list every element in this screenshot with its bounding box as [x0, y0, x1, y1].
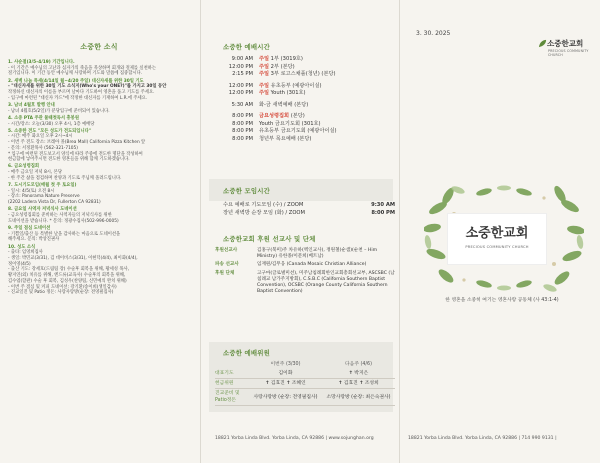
logo-subtitle: PRECIOUS COMMUNITY CHURCH	[548, 49, 589, 57]
schedule-row	[223, 113, 393, 121]
church-logo	[538, 38, 600, 57]
mission-row	[215, 262, 395, 268]
schedule-time: 8:00 PM	[232, 135, 253, 142]
news-heading: 7. 도시기도모임(매월 첫 주 토요일)	[8, 183, 77, 189]
schedule-name	[259, 90, 393, 98]
mission-label: 파송 선교사	[215, 262, 239, 268]
bulletin-date: 3. 30. 2025	[416, 30, 451, 37]
serve-title: 소중한 예배위원	[223, 349, 271, 357]
news-heading: 3. 남녀 4월호 발행 안내	[8, 102, 55, 108]
schedule-row	[223, 102, 393, 110]
news-line: - 진교일진 및 Patio 정돈: 사랑사랑방(순장: 전영필집사)	[8, 290, 114, 296]
schedule-detail: 2부 (본당)	[269, 63, 295, 70]
schedule-detail: 청년부 목요예배 (본당)	[259, 135, 312, 142]
meeting-row	[223, 202, 395, 210]
schedule-row	[223, 121, 393, 129]
mission-title: 소중한교회 후원 선교사 및 단체	[223, 235, 316, 243]
mission-label: 후원 단체	[215, 270, 235, 276]
schedule-day: 주일	[259, 56, 270, 62]
meeting-title: 소중한 모임시간	[223, 187, 271, 195]
schedule-row	[223, 71, 393, 79]
news-line: - 이번 주 전도 장소: 브레아 몰(Brea Mall) California Pizza Kitchen 앞	[8, 140, 146, 146]
serve-this-week: ✝ 김효진 ✝ 조혜인	[265, 381, 306, 386]
news-line: - 출산 기도: 강세호(드림팀 장) 수술후 회복을 위해, 황세성 목사,	[8, 267, 129, 273]
schedule-row	[223, 136, 393, 144]
cover-title: 소중한교회	[465, 226, 529, 241]
serve-role: 진교준비 및 Patio정돈	[215, 391, 240, 403]
serve-row	[215, 389, 395, 406]
schedule-row	[223, 56, 393, 64]
cover-title-box	[448, 214, 546, 264]
serve-header: 다음주 (4/6)	[345, 362, 372, 367]
schedule-detail: Youth (301호)	[269, 90, 306, 96]
schedule-name	[259, 121, 393, 129]
schedule-detail: 1부 (3019호)	[269, 56, 303, 62]
serve-next-week: 소망사랑방 (순장: 최은숙권사)	[326, 394, 391, 400]
schedule-time: 8:00 PM	[232, 120, 253, 127]
news-line: - 시간: 매주 화요일 오후 2시~4시	[8, 134, 73, 140]
serve-next-week: ✝ 김효진 ✝ 조성희	[338, 381, 379, 386]
news-heading: 4. 소중 PTA 주관 물때첫독서 흥봉원	[8, 115, 79, 121]
schedule-name	[259, 83, 393, 91]
schedule-detail: 화-금 새벽예배 (본당)	[259, 101, 309, 108]
mission-row	[215, 271, 395, 296]
news-list	[0, 60, 198, 296]
meeting-row	[223, 210, 395, 218]
news-heading: 9. 주일 점심 도네이션	[8, 225, 51, 231]
mission-label: 후원선교사	[215, 248, 238, 253]
news-heading: 10. 성도 소식	[8, 244, 36, 250]
schedule-time: 8:00 PM	[232, 113, 253, 119]
schedule-time: 9:00 AM	[231, 56, 253, 62]
logo-name: 소중한교회	[547, 39, 584, 48]
schedule-name	[259, 71, 393, 79]
schedule-row	[223, 64, 393, 72]
news-line: - 문의: 서정환목사 (562-321-7105)	[8, 145, 78, 151]
schedule-name	[259, 56, 393, 64]
news-line: 절기입니다. 이 기간 동안 예수님께 사랑하며 기도와 말씀에 집중합시다.	[8, 71, 143, 77]
serve-table	[215, 360, 395, 406]
news-heading: 5. 소중한 전도 "모든 성도가 전도되입니다"	[8, 128, 91, 134]
news-line: 황지연(외) 치유를 위해, 엔드류(교육사) 수술후의 회복을 위해,	[8, 273, 126, 279]
news-line: * 입구에 마련된 전도보고서 양식에 따라 주중에 전도한 명단을 작성하여	[8, 151, 143, 157]
serve-role: 대표기도	[215, 371, 234, 376]
news-heading: 8. 금요일 사역자 저녁식사 도네이션	[8, 207, 77, 213]
news-heading: 6. 금요성령집회	[8, 164, 40, 170]
mission-row	[215, 248, 395, 260]
mission-list	[215, 248, 395, 297]
news-line: - 한 주간 삶을 점검하며 찬양과 기도로 주님께 올려드립니다.	[8, 175, 122, 181]
worship-schedule-list	[223, 56, 393, 143]
news-line: - 금요성령집회를 준비하는 사역자들의 저녁식사를 위한	[8, 213, 112, 219]
schedule-day: 주일	[259, 82, 270, 89]
schedule-time: 5:30 AM	[231, 101, 253, 108]
schedule-detail: 유초등부 금요기도회 (예광아이실)	[259, 128, 337, 134]
schedule-row	[223, 90, 393, 98]
news-title: 소중한 소식	[80, 43, 118, 51]
schedule-name	[259, 64, 393, 72]
serve-this-week: 사랑사랑방 (순장: 전영필집사)	[253, 394, 318, 400]
serve-role: 헌금위원	[215, 381, 234, 386]
schedule-detail: (본당)	[289, 113, 305, 119]
news-line: - 입구에 마련된 "대신자 카드"에 작정한 대신자를 기재하여 L.R.에 주세요.	[8, 95, 148, 101]
news-line: 해주세요. 문의: 박상진권사	[8, 237, 60, 243]
meeting-list	[223, 202, 395, 217]
news-line: - 이번 주 점심 및 커피 도네이션: 강기환/송이희(생일감사)	[8, 284, 117, 290]
news-line: 정이영(4/5)	[8, 261, 31, 267]
schedule-time: 12:00 PM	[228, 82, 253, 89]
schedule-day: 주일	[259, 71, 270, 77]
schedule-detail: 유초등부 (예광아이실)	[269, 82, 322, 89]
news-line: - 출타: 임영희집사	[8, 250, 43, 256]
schedule-time: 2:15 PM	[232, 71, 253, 77]
schedule-row	[223, 128, 393, 136]
schedule-detail: 3부 로고스채플(청년) (본당)	[269, 71, 336, 77]
news-line: - 장소: Panorama Nature Preserve	[8, 194, 80, 200]
schedule-time: 12:00 PM	[228, 90, 253, 96]
news-heading: 2. 새벽 나눔 특새(4/14일 월~4/20 주일) 대신자새를 위한 30일 기도	[8, 78, 144, 84]
meeting-name: 수요 예배로 기도모임 (수) / ZOOM	[223, 202, 304, 208]
footer-address: 18821 Yorba Linda Blvd. Yorba Linda, CA 92886 | www.sojunghan.org	[215, 436, 374, 441]
schedule-name	[259, 128, 393, 136]
mission-value: 김홍구(북미)주 차유하(멕인교사), 정원철(순샘)(순천 – Him Ministry) 유한종/이문희(베트남)	[257, 248, 378, 260]
news-line: 김수엽(할관) 수술 후 회복, 김성우(찬양팀, 신민예의 완치 위해)	[8, 278, 127, 284]
schedule-name	[259, 113, 393, 121]
schedule-name	[259, 102, 393, 110]
news-line: - 생일: 박민교(3/31), 김 데이비스(3/31), 이현덕(4/4), 최이화(4/4),	[8, 256, 138, 261]
schedule-detail: Youth 금요기도회 (301호)	[259, 120, 321, 127]
cover-subtitle: PRECIOUS COMMUNITY CHURCH	[465, 245, 529, 249]
schedule-panel	[200, 0, 400, 463]
serve-this-week: 김이화	[278, 371, 293, 376]
leaf-logo-icon	[538, 39, 547, 48]
meeting-time: 8:00 PM	[371, 209, 395, 216]
serve-header: 이번주 (3/30)	[270, 362, 301, 367]
serve-header	[215, 360, 249, 369]
schedule-time: 12:00 PM	[228, 63, 253, 70]
news-heading: 1. 사순절(3/5–4/19) 기간입니다.	[8, 60, 75, 65]
schedule-day: 금요성령집회	[259, 113, 290, 119]
mission-value: 고구마(글로벌미션), 미주남침례회한인교회총회선교부, ASCSBC (남침례교 남가주지방회), C.S.B.C (California Southern Baptist Convention), OCSBC (Orange County California Southern Baptist Convention)	[257, 270, 395, 295]
news-line: - "대신자새를 위한 30일 기도 소식지(Who's your ONE?)"를 가지고 30일 동안	[8, 84, 167, 90]
serve-row	[215, 379, 395, 389]
meeting-name: 장년 새벽방 순장 모임 (화) / ZOOM	[223, 209, 305, 216]
news-line: (2202 Ladera Vista Dr, Fullerton CA 92831)	[8, 200, 101, 206]
schedule-day: 주일	[259, 90, 270, 96]
schedule-row	[223, 83, 393, 91]
news-line: 작정하신 대신자의 이름을 부르며 날마다 기도하여 영혼을 품고 기도를 주세요.	[8, 90, 155, 96]
schedule-name	[259, 136, 393, 144]
news-panel	[0, 0, 198, 463]
cover-panel	[402, 0, 600, 463]
worship-schedule-title: 소중한 예배시간	[223, 43, 271, 51]
mission-value: 임재원/김무웅 (Canada Mosaic Christian Alliance)	[257, 262, 367, 268]
cover-verse: 한 영혼을 소중히 여기는 영혼사랑 공동체 (사 43:1-4)	[445, 298, 559, 303]
serve-table-wrap	[215, 360, 395, 406]
news-line: - 남녀 4월호(5/2일)가 분당입구에 준비되어 있습니다.	[8, 108, 110, 114]
schedule-day: 주일	[259, 63, 270, 70]
cover-footer: 18821 Yorba Linda Blvd. Yorba Linda, CA 92886 | 714 990 9131 |	[408, 436, 557, 441]
serve-row	[215, 369, 395, 379]
news-line: 도네이션을 받습니다. * 문의: 정광수집사(502-996-0005)	[8, 218, 119, 224]
news-line: - 이 기간은 예수님의 고난과 십자가의 죽음을 묵상하며 회개와 절제를 실천하는	[8, 65, 157, 71]
serve-next-week: ✝ 박지은	[348, 371, 369, 376]
news-line: - 매주 금요일 저녁 8시, 본당	[8, 170, 62, 176]
news-line: 헌금함에 넣어주시면 전도한 영혼들을 위해 함께 기도하겠습니다.	[8, 157, 130, 163]
news-line: - 기쁨일/출산 등 특별한 날을 감사하는 마음으로 도네이션을	[8, 231, 121, 237]
meeting-time: 9:30 AM	[371, 202, 395, 208]
news-line: - 시간/장소: 오늘(3/30) 오후 4시, 1층 예배당	[8, 121, 95, 127]
news-line: - 일시: 4/5(토) 오전 8시	[8, 188, 55, 194]
schedule-time: 8:00 PM	[232, 128, 253, 134]
